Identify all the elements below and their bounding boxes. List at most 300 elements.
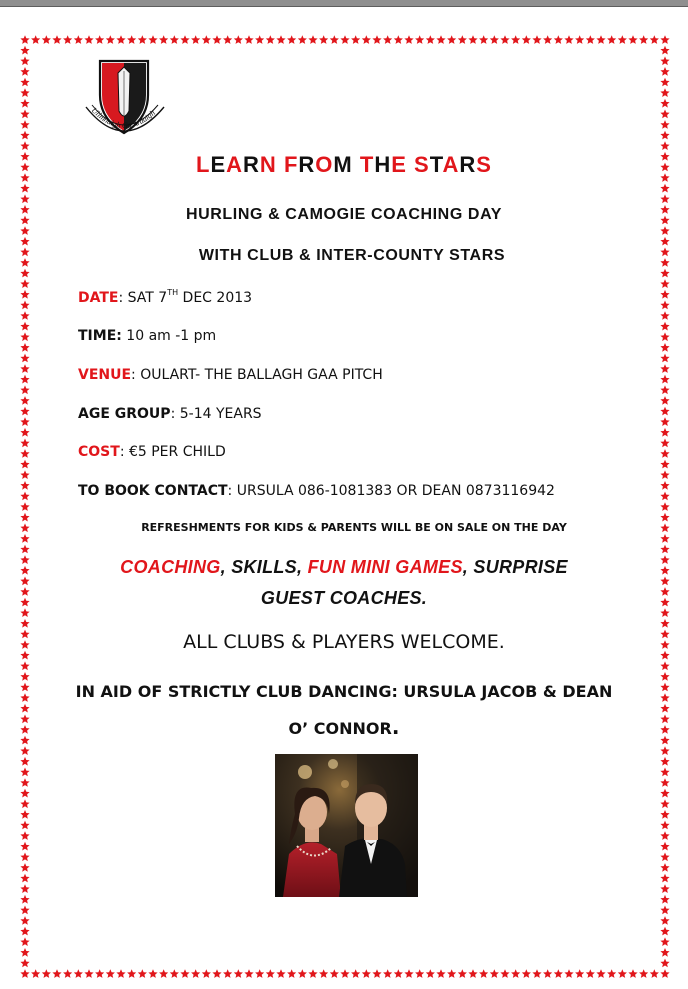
border-star xyxy=(340,969,349,978)
contact-value: : URSULA 086-1081383 OR DEAN 0873116942 xyxy=(227,483,555,499)
border-star xyxy=(660,799,669,808)
border-star xyxy=(148,969,157,978)
border-star xyxy=(20,385,29,394)
border-star xyxy=(660,937,669,946)
border-star xyxy=(468,35,477,44)
skills-word: SKILLS, xyxy=(231,557,308,577)
border-star xyxy=(660,120,669,129)
title-letter: L xyxy=(196,152,211,177)
border-star xyxy=(20,884,29,893)
border-star xyxy=(618,35,627,44)
border-star xyxy=(20,502,29,511)
border-star xyxy=(660,545,669,554)
border-star xyxy=(660,948,669,957)
border-star xyxy=(63,35,72,44)
border-star xyxy=(660,821,669,830)
border-star xyxy=(660,67,669,76)
border-star xyxy=(20,301,29,310)
border-star xyxy=(116,35,125,44)
title-letter: A xyxy=(442,152,460,177)
border-star xyxy=(660,322,669,331)
border-star xyxy=(127,969,136,978)
border-star xyxy=(170,35,179,44)
border-star xyxy=(351,969,360,978)
border-star xyxy=(20,853,29,862)
border-star xyxy=(500,35,509,44)
age-label: AGE GROUP xyxy=(78,406,171,422)
border-star xyxy=(628,35,637,44)
border-star xyxy=(394,969,403,978)
border-star xyxy=(660,375,669,384)
border-star xyxy=(180,969,189,978)
detail-age-group xyxy=(78,406,262,422)
border-star xyxy=(20,470,29,479)
window-top-bar xyxy=(0,0,688,7)
border-star xyxy=(255,35,264,44)
border-star xyxy=(20,789,29,798)
border-star xyxy=(20,439,29,448)
border-star xyxy=(660,481,669,490)
border-star xyxy=(660,354,669,363)
border-star xyxy=(660,460,669,469)
border-star xyxy=(575,35,584,44)
border-star xyxy=(340,35,349,44)
border-star xyxy=(660,534,669,543)
subtitle-coaching-day: HURLING & CAMOGIE COACHING DAY xyxy=(185,206,503,223)
border-star xyxy=(287,969,296,978)
border-star xyxy=(106,35,115,44)
border-star xyxy=(20,99,29,108)
border-star xyxy=(660,661,669,670)
border-star xyxy=(660,863,669,872)
border-star xyxy=(148,35,157,44)
couple-photo xyxy=(275,754,418,897)
border-star xyxy=(20,364,29,373)
border-star xyxy=(20,269,29,278)
border-star xyxy=(20,799,29,808)
border-star xyxy=(447,35,456,44)
border-star xyxy=(660,407,669,416)
contact-label: TO BOOK CONTACT xyxy=(78,483,228,499)
border-star xyxy=(362,35,371,44)
border-star xyxy=(20,937,29,946)
border-star xyxy=(20,874,29,883)
border-star xyxy=(234,35,243,44)
border-star xyxy=(660,237,669,246)
border-star xyxy=(223,35,232,44)
border-star xyxy=(20,672,29,681)
border-star xyxy=(660,35,669,44)
border-star xyxy=(660,884,669,893)
date-suffix: TH xyxy=(167,288,179,297)
border-star xyxy=(20,895,29,904)
border-star xyxy=(308,35,317,44)
border-star xyxy=(660,385,669,394)
coaching-sep-1: , xyxy=(220,557,232,577)
border-star xyxy=(74,969,83,978)
border-star xyxy=(660,619,669,628)
border-star xyxy=(660,959,669,968)
border-star xyxy=(660,194,669,203)
border-star xyxy=(543,35,552,44)
border-star xyxy=(554,969,563,978)
border-star xyxy=(660,141,669,150)
border-star xyxy=(20,460,29,469)
cost-value: : €5 PER CHILD xyxy=(119,444,226,460)
border-star xyxy=(639,35,648,44)
border-star xyxy=(660,757,669,766)
crest-motto-right: Go Ardaigh xyxy=(121,108,157,131)
border-star xyxy=(52,969,61,978)
border-star xyxy=(426,35,435,44)
border-star xyxy=(404,35,413,44)
border-star xyxy=(20,821,29,830)
border-star xyxy=(660,46,669,55)
border-star xyxy=(170,969,179,978)
border-star xyxy=(490,969,499,978)
border-star xyxy=(95,35,104,44)
title-letter: S xyxy=(476,152,492,177)
border-star xyxy=(276,35,285,44)
border-star xyxy=(20,417,29,426)
border-star xyxy=(255,969,264,978)
border-star xyxy=(266,35,275,44)
border-star xyxy=(20,916,29,925)
border-star xyxy=(660,672,669,681)
border-star xyxy=(180,35,189,44)
border-star xyxy=(20,354,29,363)
title-letter: H xyxy=(374,152,392,177)
border-star xyxy=(660,110,669,119)
border-star xyxy=(20,110,29,119)
subtitle-stars: WITH CLUB & INTER-COUNTY STARS xyxy=(198,247,506,264)
border-star xyxy=(20,778,29,787)
border-star xyxy=(191,35,200,44)
border-star xyxy=(447,969,456,978)
border-star xyxy=(660,449,669,458)
border-star xyxy=(138,969,147,978)
border-star xyxy=(20,131,29,140)
border-star xyxy=(159,35,168,44)
border-star xyxy=(479,35,488,44)
border-star xyxy=(660,810,669,819)
border-star xyxy=(31,969,40,978)
border-star xyxy=(660,99,669,108)
aid-line-2-text: O’ CONNOR xyxy=(288,719,392,738)
border-star xyxy=(660,608,669,617)
detail-venue xyxy=(78,367,383,383)
title-letter: E xyxy=(391,152,407,177)
surprise-word: SURPRISE xyxy=(473,557,568,577)
border-star xyxy=(639,969,648,978)
age-value: : 5-14 YEARS xyxy=(170,406,262,422)
border-star xyxy=(42,969,51,978)
border-star xyxy=(84,35,93,44)
border-star xyxy=(532,35,541,44)
border-star xyxy=(20,46,29,55)
border-star xyxy=(20,428,29,437)
border-star xyxy=(532,969,541,978)
border-star xyxy=(212,969,221,978)
aid-line-2-period: . xyxy=(391,715,400,739)
border-star xyxy=(607,969,616,978)
title-letter: A xyxy=(226,152,244,177)
refreshments-note: REFRESHMENTS FOR KIDS & PARENTS WILL BE ON SALE ON THE DAY xyxy=(141,521,567,534)
border-star xyxy=(426,969,435,978)
title-letter xyxy=(407,152,414,177)
border-star xyxy=(511,969,520,978)
border-star xyxy=(660,916,669,925)
border-star xyxy=(660,301,669,310)
border-star xyxy=(660,311,669,320)
coaching-line-2: GUEST COACHES. xyxy=(260,588,428,608)
border-star xyxy=(202,969,211,978)
border-star xyxy=(20,969,29,978)
border-star xyxy=(554,35,563,44)
border-star xyxy=(20,35,29,44)
border-star xyxy=(660,969,669,978)
border-star xyxy=(628,969,637,978)
coaching-line-1 xyxy=(0,557,688,578)
border-star xyxy=(74,35,83,44)
border-star xyxy=(372,35,381,44)
border-star xyxy=(20,311,29,320)
crest-motto-left: Ullmhaigh xyxy=(89,105,122,130)
border-star xyxy=(650,969,659,978)
title-letter: N xyxy=(259,152,277,177)
border-star xyxy=(319,969,328,978)
border-star xyxy=(20,810,29,819)
detail-cost xyxy=(78,444,226,460)
border-star xyxy=(159,969,168,978)
border-star xyxy=(20,322,29,331)
border-star xyxy=(415,969,424,978)
time-label: TIME: xyxy=(78,328,122,344)
border-star xyxy=(244,35,253,44)
border-star xyxy=(20,343,29,352)
border-star xyxy=(660,470,669,479)
border-star xyxy=(660,842,669,851)
venue-value: : OULART- THE BALLAGH GAA PITCH xyxy=(131,367,383,383)
border-star xyxy=(660,778,669,787)
border-star xyxy=(618,969,627,978)
border-star xyxy=(20,375,29,384)
border-star xyxy=(20,492,29,501)
date-value-rest: DEC 2013 xyxy=(178,290,253,306)
border-star xyxy=(20,545,29,554)
border-star xyxy=(20,120,29,129)
border-star xyxy=(20,746,29,755)
title-letter: T xyxy=(429,152,443,177)
border-star xyxy=(543,969,552,978)
border-star xyxy=(20,948,29,957)
border-star xyxy=(244,969,253,978)
border-star xyxy=(660,895,669,904)
border-star xyxy=(20,619,29,628)
border-star xyxy=(298,35,307,44)
date-value: : SAT 7 xyxy=(118,290,168,306)
border-star xyxy=(404,969,413,978)
border-star xyxy=(127,35,136,44)
border-star xyxy=(458,969,467,978)
border-star xyxy=(660,704,669,713)
club-crest-logo xyxy=(78,55,170,147)
border-star xyxy=(372,969,381,978)
border-star xyxy=(20,449,29,458)
border-star xyxy=(319,35,328,44)
border-star xyxy=(660,396,669,405)
border-star xyxy=(511,35,520,44)
border-star xyxy=(52,35,61,44)
border-star xyxy=(660,927,669,936)
border-star xyxy=(468,969,477,978)
border-star xyxy=(20,704,29,713)
border-star xyxy=(660,226,669,235)
border-star xyxy=(564,969,573,978)
border-star xyxy=(479,969,488,978)
welcome-line: ALL CLUBS & PLAYERS WELCOME. xyxy=(183,631,505,653)
title-letter: M xyxy=(333,152,353,177)
date-label: DATE xyxy=(78,290,119,306)
coaching-sep-2: , xyxy=(462,557,474,577)
title-letter: R xyxy=(298,152,316,177)
border-star xyxy=(660,279,669,288)
border-star xyxy=(500,969,509,978)
border-star xyxy=(20,78,29,87)
title-letter: S xyxy=(414,152,430,177)
border-star xyxy=(564,35,573,44)
border-star xyxy=(660,78,669,87)
border-star xyxy=(116,969,125,978)
border-star xyxy=(42,35,51,44)
border-star xyxy=(660,290,669,299)
border-star xyxy=(95,969,104,978)
border-star xyxy=(660,831,669,840)
border-star xyxy=(20,534,29,543)
border-star xyxy=(20,906,29,915)
border-star xyxy=(660,364,669,373)
border-star xyxy=(660,88,669,97)
border-star xyxy=(607,35,616,44)
border-star xyxy=(20,757,29,766)
border-star xyxy=(660,789,669,798)
border-star xyxy=(266,969,275,978)
border-star xyxy=(660,906,669,915)
border-star xyxy=(436,35,445,44)
border-star xyxy=(20,959,29,968)
border-star xyxy=(84,969,93,978)
border-star xyxy=(575,969,584,978)
border-star xyxy=(298,969,307,978)
border-star xyxy=(586,969,595,978)
border-star xyxy=(20,768,29,777)
flyer-title xyxy=(0,152,688,178)
border-star xyxy=(20,88,29,97)
border-star xyxy=(308,969,317,978)
border-star xyxy=(20,67,29,76)
title-letter: R xyxy=(459,152,477,177)
border-star xyxy=(660,56,669,65)
border-star xyxy=(234,969,243,978)
border-star xyxy=(383,969,392,978)
coaching-word: COACHING xyxy=(120,557,221,577)
border-star xyxy=(660,439,669,448)
border-star xyxy=(20,237,29,246)
border-star xyxy=(650,35,659,44)
border-star xyxy=(20,184,29,193)
border-star xyxy=(490,35,499,44)
venue-label: VENUE xyxy=(78,367,132,383)
border-star xyxy=(20,863,29,872)
border-star xyxy=(20,279,29,288)
border-star xyxy=(191,969,200,978)
border-star xyxy=(20,194,29,203)
border-star xyxy=(287,35,296,44)
border-star xyxy=(20,141,29,150)
title-letter: E xyxy=(210,152,227,177)
border-star xyxy=(20,842,29,851)
detail-date xyxy=(78,290,252,306)
border-star xyxy=(660,184,669,193)
border-star xyxy=(660,502,669,511)
border-star xyxy=(330,969,339,978)
border-star xyxy=(596,35,605,44)
border-star xyxy=(660,874,669,883)
border-star xyxy=(20,226,29,235)
border-star xyxy=(276,969,285,978)
border-star xyxy=(20,56,29,65)
title-letter: F xyxy=(283,152,299,177)
border-star xyxy=(31,35,40,44)
border-star xyxy=(20,608,29,617)
border-star xyxy=(596,969,605,978)
border-star xyxy=(660,492,669,501)
border-star xyxy=(394,35,403,44)
border-star xyxy=(458,35,467,44)
border-star xyxy=(660,417,669,426)
title-letter: T xyxy=(359,152,375,177)
border-star xyxy=(20,332,29,341)
border-star xyxy=(202,35,211,44)
border-star xyxy=(106,969,115,978)
border-star xyxy=(20,290,29,299)
border-star xyxy=(20,661,29,670)
border-star xyxy=(20,481,29,490)
border-star xyxy=(223,969,232,978)
border-star xyxy=(383,35,392,44)
border-star xyxy=(330,35,339,44)
title-letter: O xyxy=(315,152,334,177)
border-star xyxy=(660,428,669,437)
aid-line-2 xyxy=(0,715,688,739)
border-star xyxy=(20,927,29,936)
time-value: 10 am -1 pm xyxy=(121,328,217,344)
border-star xyxy=(138,35,147,44)
border-star xyxy=(522,35,531,44)
flyer-page xyxy=(0,7,688,989)
aid-line-1: IN AID OF STRICTLY CLUB DANCING: URSULA JACOB & DEAN xyxy=(75,682,613,701)
border-star xyxy=(20,831,29,840)
border-star xyxy=(660,269,669,278)
detail-contact xyxy=(78,483,555,499)
border-star xyxy=(362,969,371,978)
border-star xyxy=(660,332,669,341)
title-letter xyxy=(353,152,360,177)
border-star xyxy=(351,35,360,44)
border-star xyxy=(586,35,595,44)
border-star xyxy=(660,131,669,140)
cost-label: COST xyxy=(78,444,120,460)
